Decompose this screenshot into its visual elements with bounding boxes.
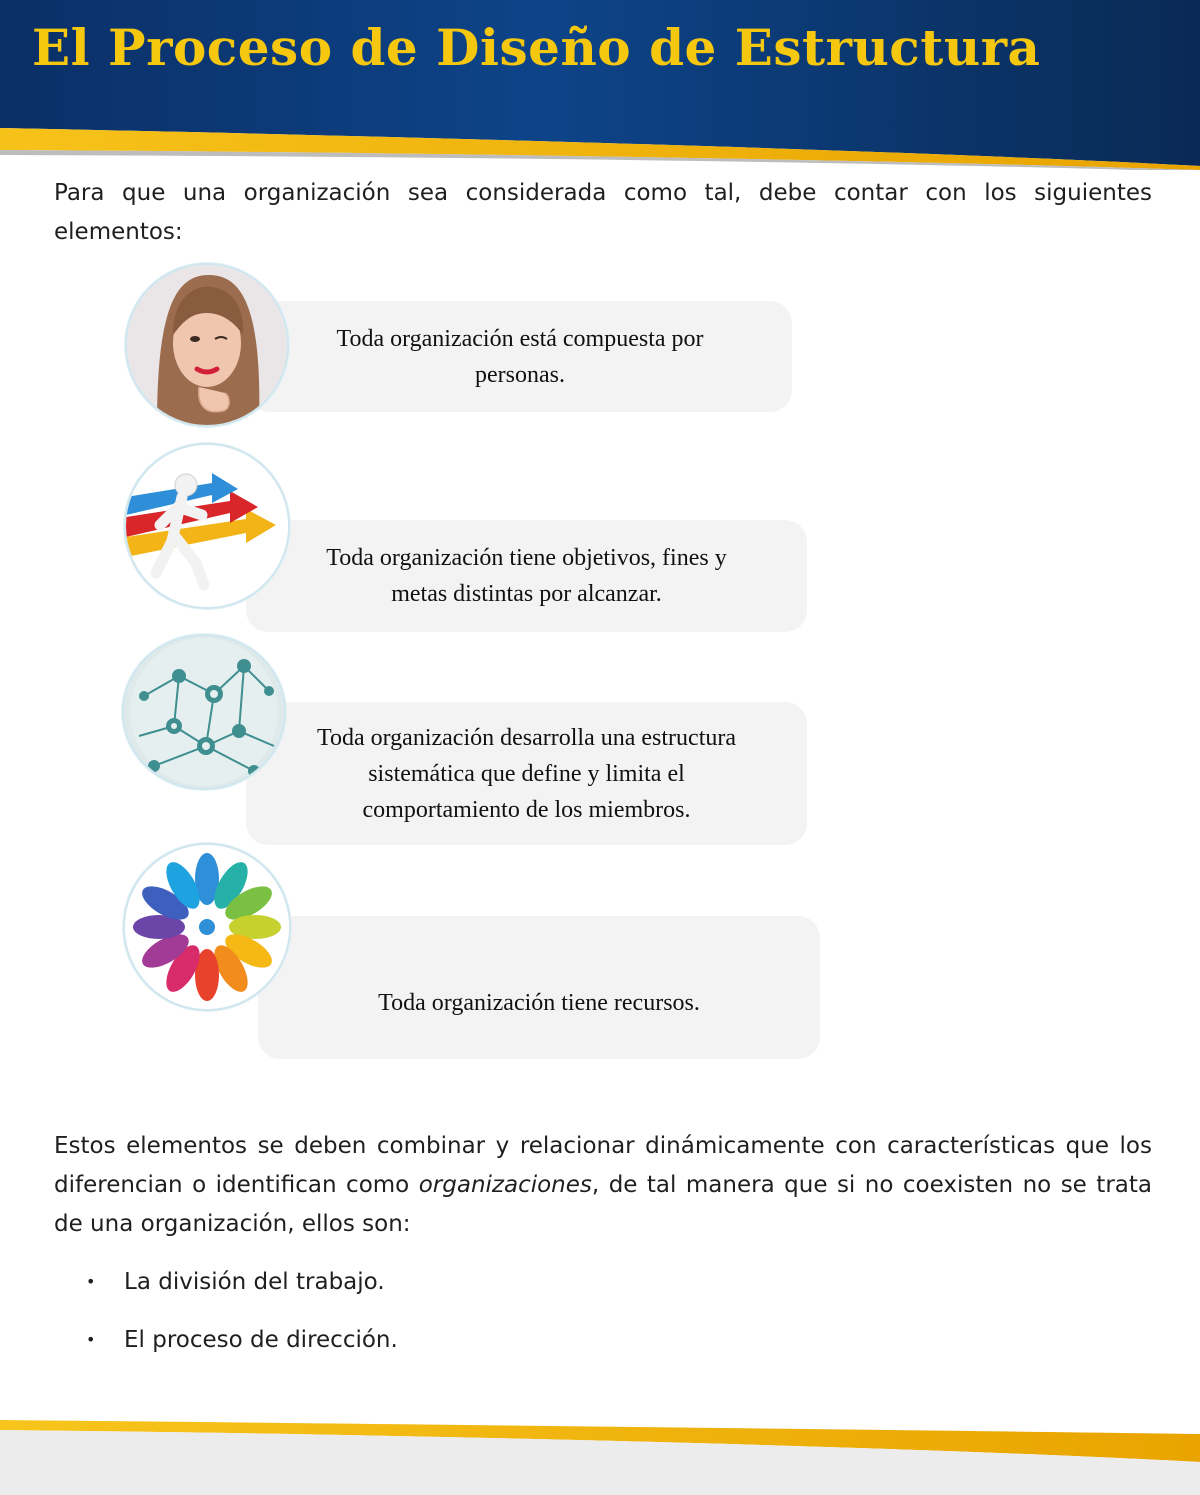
element-card-resources <box>258 916 820 1059</box>
card-text-line: Toda organización desarrolla una estructura <box>316 724 737 751</box>
page-header <box>0 0 1200 170</box>
list-item <box>86 1320 398 1378</box>
page-title: El Proceso de Diseño de Estructura <box>32 18 1041 77</box>
footer-banner <box>0 1412 1200 1495</box>
woman-photo-icon <box>125 263 289 427</box>
closing-text-emphasis: organizaciones <box>418 1172 592 1198</box>
card-text-line: Toda organización tiene objetivos, fines y <box>326 545 727 571</box>
card-text-line: sistemática que define y limita el <box>368 760 685 787</box>
runner-arrows-icon <box>124 443 290 609</box>
card-text-line: Toda organización está compuesta por <box>336 325 704 352</box>
closing-text-start: Estos elementos se deben combinar y relacionar dinámicamente con características que los diferencian o identifican como <box>54 1133 1152 1198</box>
element-card-people <box>248 301 792 412</box>
element-card-objectives <box>246 520 807 632</box>
card-text-line: personas. <box>475 361 565 388</box>
list-item <box>86 1262 398 1320</box>
card-text-line: metas distintas por alcanzar. <box>391 581 662 607</box>
colorful-hands-icon <box>123 843 291 1011</box>
page-footer <box>0 1412 1200 1495</box>
closing-paragraph <box>54 1127 1152 1244</box>
element-card-structure <box>246 702 807 845</box>
intro-paragraph: Para que una organización sea considerada como tal, debe contar con los siguientes elementos: <box>54 180 1152 245</box>
closing-text-end: , de tal manera que si no coexisten no se trata de una organización, ellos son: <box>54 1172 1152 1237</box>
list-item-text: El proceso de dirección. <box>124 1327 398 1353</box>
bullet-icon: • <box>86 1330 96 1349</box>
card-text-line: comportamiento de los miembros. <box>362 796 691 823</box>
characteristics-list <box>86 1262 398 1378</box>
bullet-icon: • <box>86 1272 96 1291</box>
network-globe-icon <box>122 634 286 790</box>
card-text-line: Toda organización tiene recursos. <box>378 990 700 1016</box>
list-item-text: La división del trabajo. <box>124 1269 385 1295</box>
